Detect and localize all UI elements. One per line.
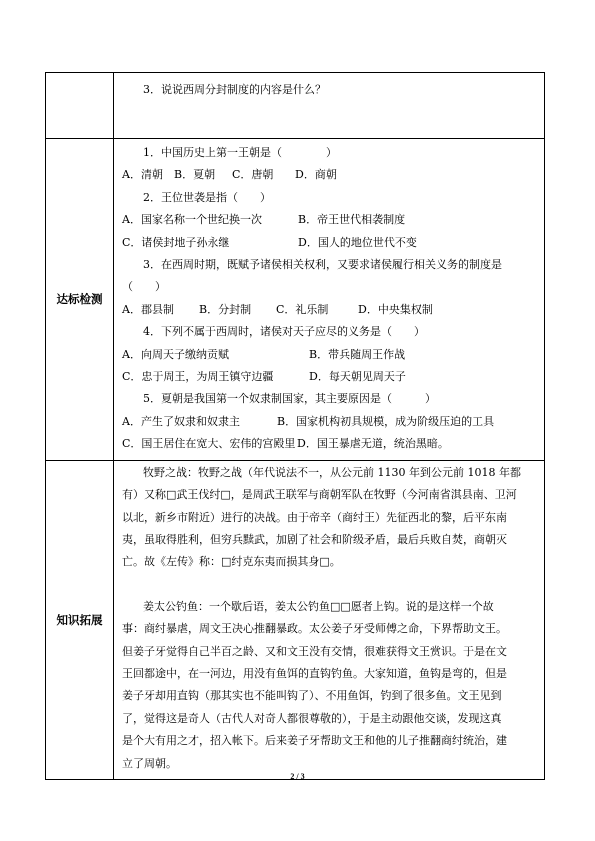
- q3-stem-cont: （ ）: [122, 280, 166, 294]
- q2-option-a: A．国家名称一个世纪换一次: [122, 213, 262, 227]
- q5-stem: 5．夏朝是我国第一个奴隶制国家，其主要原因是（ ）: [143, 392, 436, 406]
- para1-line: 亡。故《左传》称：□纣克东夷而损其身□。: [122, 555, 341, 569]
- q3-option-d: D．中央集权制: [358, 302, 433, 316]
- q1-option-b: B．夏朝: [174, 168, 216, 182]
- q4-option-a: A．向周天子缴纳贡赋: [122, 347, 229, 361]
- page-number: 2 / 3: [290, 772, 305, 781]
- battle-of-muye-paragraph: [122, 462, 538, 574]
- q2-options-1: [122, 209, 538, 231]
- q3-option-c: C．礼乐制: [276, 302, 329, 316]
- q5-option-a: A．产生了奴隶和奴隶主: [122, 414, 240, 428]
- q3-stem: 3．在西周时期，既赋予诸侯相关权利，又要求诸侯履行相关义务的制度是: [143, 258, 502, 272]
- q1-option-c: C．唐朝: [232, 168, 274, 182]
- paragraph-gap: [122, 574, 538, 596]
- q1-options: [122, 164, 538, 186]
- q1-option-d: D．商朝: [295, 168, 337, 182]
- para1-line: 有）又称□武王伐纣□，是周武王联军与商朝军队在牧野（今河南省淇县南、卫河: [122, 488, 517, 502]
- para2-line: 但姜子牙觉得自己半百之龄、又和文王没有交情，很难获得文王赏识。于是在文: [122, 644, 507, 658]
- q2-stem: 2．王位世袭是指（ ）: [143, 190, 271, 204]
- q5-option-b: B．国家机构初具规模，成为阶级压迫的工具: [277, 414, 495, 428]
- q5-option-d: D．国王暴虐无道，统治黑暗。: [297, 437, 449, 451]
- para2-line: 了，觉得这是奇人（古代人对奇人都很尊敬的），于是主动跟他交谈，发现这真: [122, 711, 502, 725]
- question-cell: [114, 73, 545, 139]
- q2-option-d: D．国人的地位世代不变: [298, 235, 417, 249]
- expand-content: [114, 460, 545, 779]
- q4-options-2: [122, 366, 538, 388]
- q5-options-1: [122, 411, 538, 433]
- para2-line: 姜太公钓鱼：一个歇后语，姜太公钓鱼□□愿者上钩。说的是这样一个故: [143, 599, 494, 613]
- q4-option-d: D．每天朝见周天子: [309, 370, 406, 384]
- q4-stem: 4．下列不属于西周时，诸侯对天子应尽的义务是（ ）: [143, 325, 425, 339]
- para2-line: 是个大有用之才，招入帐下。后来姜子牙帮助文王和他的儿子推翻商纣统治，建: [122, 734, 507, 748]
- q3-option-a: A．郡县制: [122, 302, 174, 316]
- q2-option-b: B．帝王世代相袭制度: [298, 213, 406, 227]
- q5-options-2: [122, 433, 538, 455]
- q1-option-a: A．清朝: [122, 168, 163, 182]
- q5-option-c: C．国王居住在宽大、宏伟的宫殿里: [122, 437, 296, 451]
- q4-option-c: C．忠于周王，为周王镇守边疆: [122, 370, 274, 384]
- q4-options-1: [122, 344, 538, 366]
- empty-label-cell: [46, 73, 114, 139]
- q3-option-b: B．分封制: [199, 302, 252, 316]
- check-row: [46, 139, 545, 461]
- para2-line: 立了周朝。: [122, 756, 177, 770]
- check-label: 达标检测: [46, 139, 114, 461]
- expand-label: 知识拓展: [46, 460, 114, 779]
- q4-option-b: B．带兵随周王作战: [309, 347, 406, 361]
- question-text: 3．说说西周分封制度的内容是什么？: [143, 83, 326, 96]
- q1-stem: 1．中国历史上第一王朝是（ ）: [143, 146, 337, 159]
- para2-line: 事：商纣暴虐，周文王决心推翻暴政。太公姜子牙受师傅之命，下界帮助文王。: [122, 622, 507, 636]
- jiang-taigong-paragraph: [122, 596, 538, 775]
- worksheet-table: [45, 72, 545, 780]
- check-content: [114, 139, 545, 461]
- para2-line: 王回都途中，在一河边，用没有鱼饵的直钩钓鱼。大家知道，鱼钩是弯的，但是: [122, 666, 507, 680]
- q2-option-c: C．诸侯封地子孙永继: [122, 235, 230, 249]
- question-row: [46, 73, 545, 139]
- para1-line: 以北，新乡市附近）进行的决战。由于帝辛（商纣王）先征西北的黎，后平东南: [122, 510, 507, 524]
- para2-line: 姜子牙却用直钩（那其实也不能叫钩了）、不用鱼饵，钓到了很多鱼。文王见到: [122, 689, 502, 703]
- q2-options-2: [122, 232, 538, 254]
- para1-line: 夷，虽取得胜利，但穷兵黩武，加剧了社会和阶级矛盾，最后兵败自焚，商朝灭: [122, 532, 507, 546]
- para1-line: 牧野之战：牧野之战（年代说法不一，从公元前 1130 年到公元前 1018 年都: [143, 465, 521, 479]
- q3-options: [122, 299, 538, 321]
- expand-row: [46, 460, 545, 779]
